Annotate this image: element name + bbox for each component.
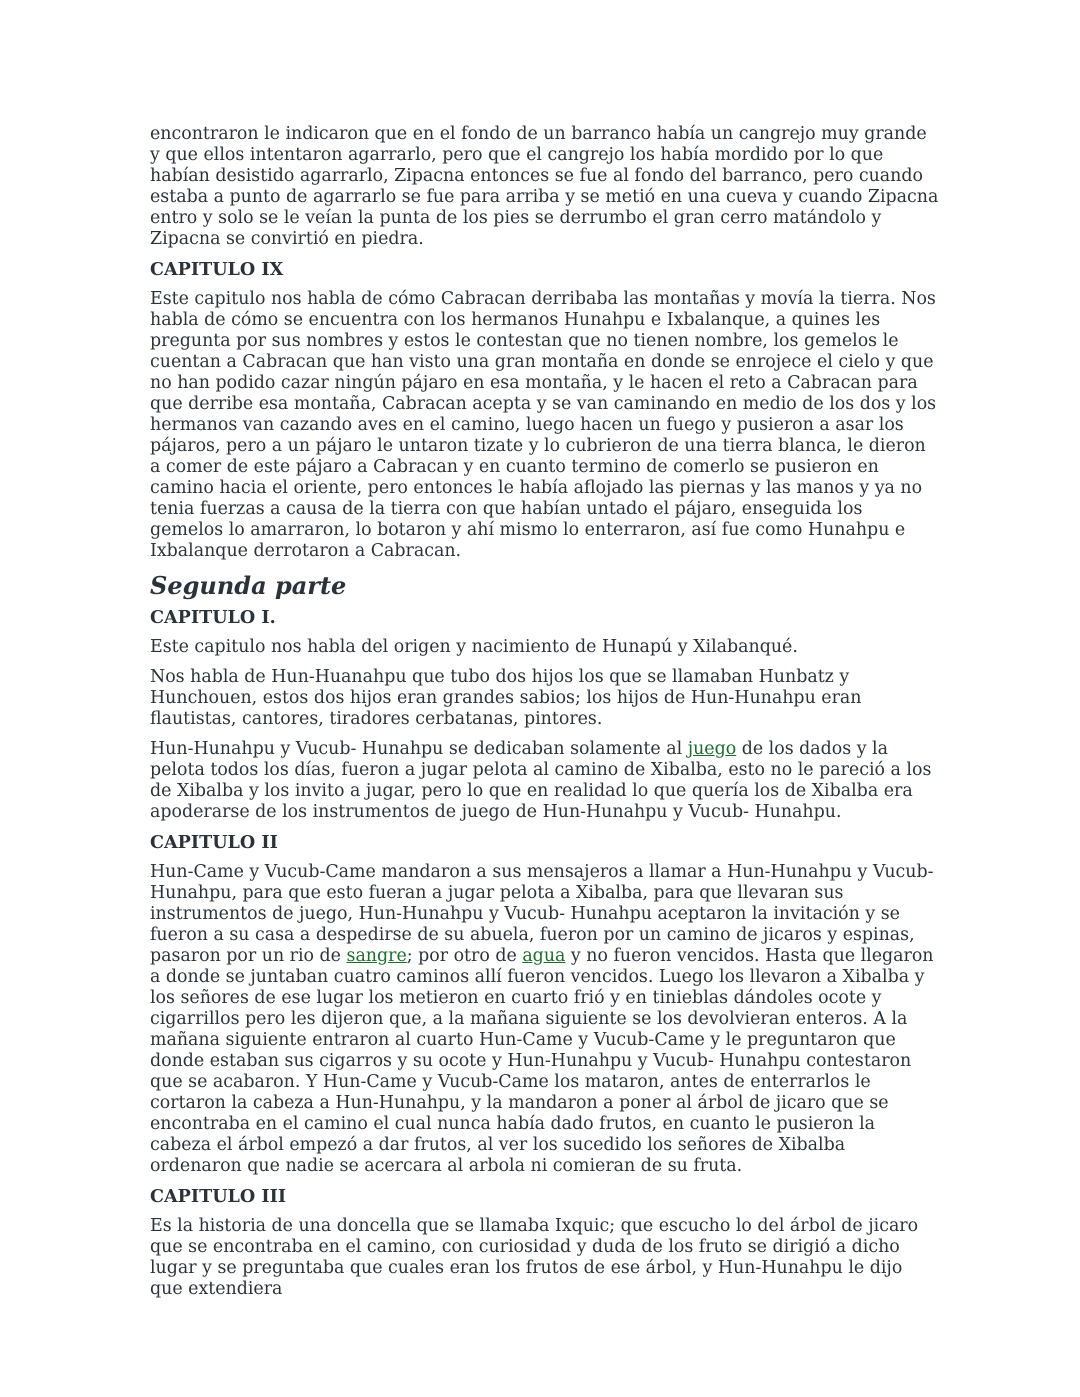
text-span: de los dados y la pelota todos los días, fueron a jugar pelota al camino de Xibalba, esto no le pareció a los de Xibalba y los invito a jugar, pero lo que en realidad lo que quería los de Xibalba era apoderarse de los instrumentos de juego de Hun-Hunahpu y Vucub- Hunahpu. [150, 739, 932, 822]
paragraph-capitulo-i-a: Este capitulo nos habla del origen y nacimiento de Hunapú y Xilabanqué. [150, 637, 798, 657]
link-agua[interactable]: agua [522, 946, 566, 966]
text-span: y no fueron vencidos. Hasta que llegaron a donde se juntaban cuatro caminos allí fueron vencidos. Luego los llevaron a Xibalba y los señores de ese lugar los metieron en cuarto frió y en tinieblas dándoles ocote y cigarrillos pero les dijeron que, a la mañana siguiente se los devolvieran enteros. A la mañana siguiente entraron al cuarto Hun-Came y Vucub-Came y le preguntaron que donde estaban sus cigarros y su ocote y Hun-Hunahpu y Vucub- Hunahpu contestaron que se acabaron. Y Hun-Came y Vucub-Came los mataron, antes de enterrarlos le cortaron la cabeza a Hun-Hunahpu, y la mandaron a poner al árbol de jicaro que se encontraba en el camino el cual nunca había dado frutos, en cuanto le pusieron la cabeza el árbol empezó a dar frutos, al ver los sucedido los señores de Xibalba ordenaron que nadie se acercara al arbola ni comieran de su fruta. [150, 946, 934, 1176]
link-juego[interactable]: juego [687, 739, 737, 759]
heading-segunda-parte: Segunda parte [150, 571, 347, 600]
document-page [150, 124, 940, 1309]
paragraph-capitulo-ix: Este capitulo nos habla de cómo Cabracan derribaba las montañas y movía la tierra. Nos habla de cómo se encuentra con los hermanos Hunahpu e Ixbalanque, a quines les pregunta por sus nombres y estos le contestan que no tienen nombre, los gemelos le cuentan a Cabracan que han visto una gran montaña en donde se enrojece el cielo y que no han podido cazar ningún pájaro en esa montaña, y le hacen el reto a Cabracan para que derribe esa montaña, Cabracan acepta y se van caminando en medio de los dos y los hermanos van cazando aves en el camino, luego hacen un fuego y pusieron a asar los pájaros, pero a un pájaro le untaron tizate y lo cubrieron de una tierra blanca, le dieron a comer de este pájaro a Cabracan y en cuanto termino de comerlo se pusieron en camino hacia el oriente, pero entonces le había aflojado las piernas y las manos y ya no tenia fuerzas a causa de la tierra con que habían untado el pájaro, enseguida los gemelos lo amarraron, lo botaron y ahí mismo lo enterraron, así fue como Hunahpu e Ixbalanque derrotaron a Cabracan. [150, 289, 937, 561]
text-span: Hun-Came y Vucub-Came mandaron a sus mensajeros a llamar a Hun-Hunahpu y Vucub-Hunahpu, para que esto fueran a jugar pelota a Xibalba, para que llevaran sus instrumentos de juego, Hun-Hunahpu y Vucub- Hunahpu aceptaron la invitación y se fueron a su casa a despedirse de su abuela, fueron por un camino de jicaros y espinas, pasaron por un rio de [150, 862, 934, 966]
paragraph-capitulo-i-b: Nos habla de Hun-Huanahpu que tubo dos hijos los que se llamaban Hunbatz y Hunchouen, estos dos hijos eran grandes sabios; los hijos de Hun-Hunahpu eran flautistas, cantores, tiradores cerbatanas, pintores. [150, 667, 862, 729]
paragraph-intro: encontraron le indicaron que en el fondo de un barranco había un cangrejo muy grande y que ellos intentaron agarrarlo, pero que el cangrejo los había mordido por lo que habían desistido agarrarlo, Zipacna entonces se fue al fondo del barranco, pero cuando estaba a punto de agarrarlo se fue para arriba y se metió en una cueva y cuando Zipacna entro y solo se le veían la punta de los pies se derrumbo el gran cerro matándolo y Zipacna se convirtió en piedra. [150, 124, 939, 249]
heading-capitulo-i: CAPITULO I. [150, 607, 276, 628]
paragraph-capitulo-iii: Es la historia de una doncella que se llamaba Ixquic; que escucho lo del árbol de jicaro que se encontraba en el camino, con curiosidad y duda de los fruto se dirigió a dicho lugar y se preguntaba que cuales eran los frutos de ese árbol, y Hun-Hunahpu le dijo que extendiera [150, 1216, 919, 1299]
paragraph-capitulo-i-c [150, 739, 940, 823]
heading-capitulo-ii: CAPITULO II [150, 832, 278, 853]
text-span: ; por otro de [406, 946, 523, 966]
paragraph-capitulo-ii [150, 862, 940, 1177]
heading-capitulo-iii: CAPITULO III [150, 1186, 287, 1207]
heading-capitulo-ix: CAPITULO IX [150, 259, 284, 280]
link-sangre[interactable]: sangre [346, 946, 407, 966]
text-span: Hun-Hunahpu y Vucub- Hunahpu se dedicaban solamente al [150, 739, 688, 759]
